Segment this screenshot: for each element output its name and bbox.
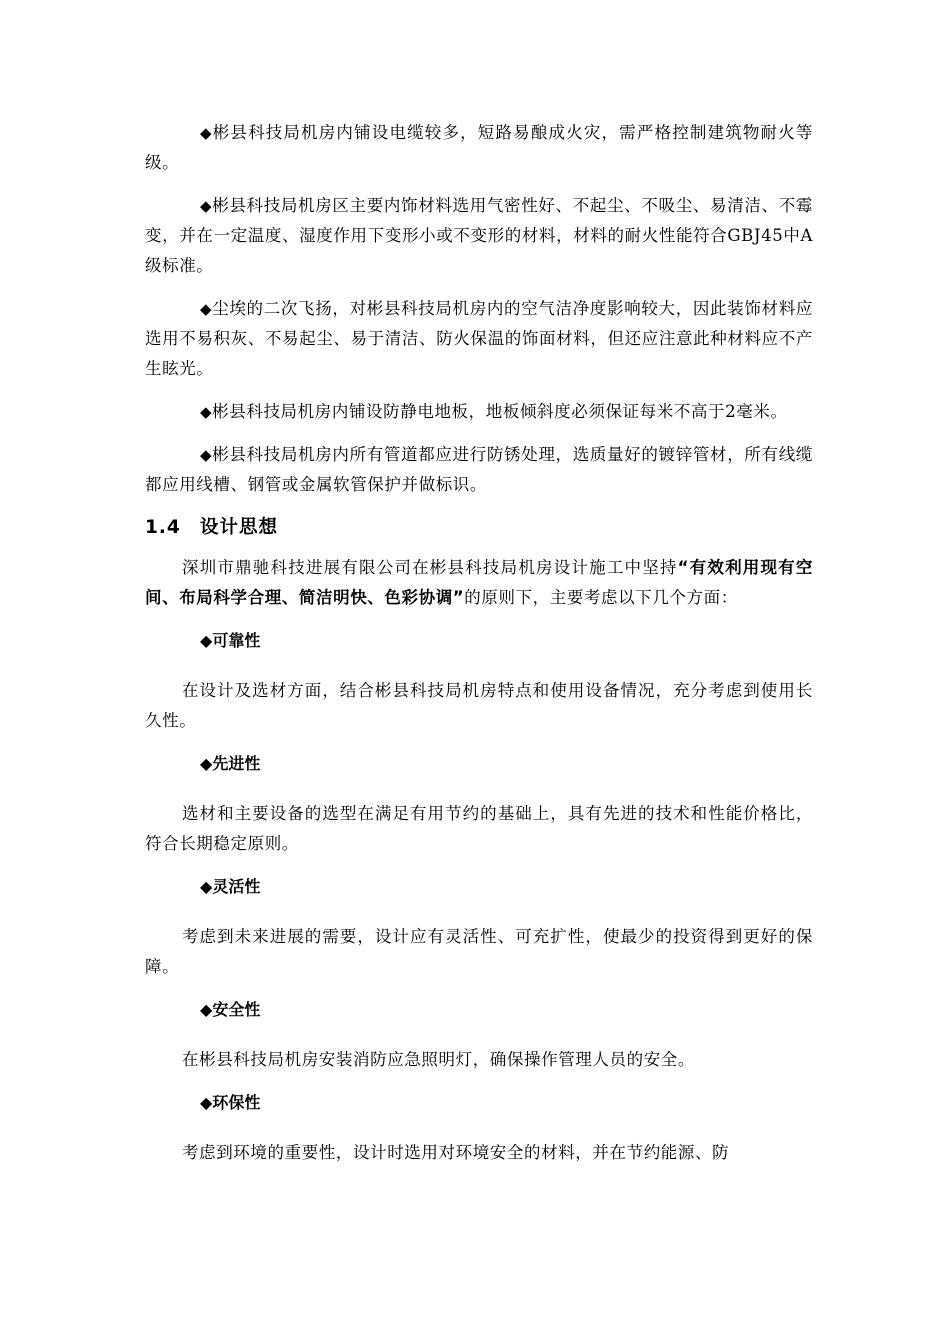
diamond-bullet-icon: ◆	[200, 1000, 213, 1019]
paragraph-reliability: 在设计及选材方面，结合彬县科技局机房特点和使用设备情况，充分考虑到使用长久性。	[145, 681, 813, 730]
bullet-text: 尘埃的二次飞扬，对彬县科技局机房内的空气洁净度影响较大，因此装饰材料应选用不易积灰、不易起尘、易于清洁、防火保温的饰面材料，但还应注意此种材料应不产生眩光。	[145, 299, 813, 378]
bullet-paragraph-3	[145, 294, 813, 384]
bullet-paragraph-2	[145, 191, 813, 281]
bullet-text: 彬县科技局机房内所有管道都应进行防锈处理，选质量好的镀锌管材，所有线缆都应用线槽、钢管或金属软管保护并做标识。	[145, 445, 813, 494]
paragraph-advancement: 选材和主要设备的选型在满足有用节约的基础上，具有先进的技术和性能价格比，符合长期稳定原则。	[145, 804, 813, 853]
section-heading	[145, 513, 813, 543]
diamond-bullet-icon: ◆	[200, 124, 213, 142]
diamond-bullet-icon: ◆	[200, 197, 213, 215]
section-number: 1.4	[145, 517, 181, 538]
subtitle-reliability: ◆可靠性	[200, 631, 261, 650]
paragraph-flexibility: 考虑到未来进展的需要，设计应有灵活性、可充扩性，使最少的投资得到更好的保障。	[145, 927, 813, 976]
section-title: 设计思想	[200, 517, 279, 538]
intro-text-after: 的原则下，主要考虑以下几个方面：	[464, 588, 738, 607]
paragraph-safety: 在彬县科技局机房安装消防应急照明灯，确保操作管理人员的安全。	[182, 1050, 695, 1069]
subtitle-environment: ◆环保性	[200, 1093, 261, 1112]
diamond-bullet-icon: ◆	[200, 754, 213, 773]
bullet-text: 彬县科技局机房内铺设防静电地板，地板倾斜度必须保证每米不高于2毫米。	[212, 402, 788, 421]
bullet-paragraph-5	[145, 440, 813, 500]
diamond-bullet-icon: ◆	[200, 1093, 213, 1112]
intro-principle-bold: “有效利用现有空间、布局科学合理、简洁明快、色彩协调”	[145, 558, 813, 607]
intro-text-before: 深圳市鼎驰科技进展有限公司在彬县科技局机房设计施工中坚持	[182, 558, 678, 577]
subtitle-flexibility: ◆灵活性	[200, 877, 261, 896]
subtitle-safety: ◆安全性	[200, 1000, 261, 1019]
section-intro	[145, 553, 813, 613]
diamond-bullet-icon: ◆	[200, 631, 213, 650]
diamond-bullet-icon: ◆	[200, 877, 213, 896]
bullet-paragraph-1	[145, 118, 813, 178]
document-page	[145, 118, 813, 1181]
diamond-bullet-icon: ◆	[200, 403, 213, 421]
diamond-bullet-icon: ◆	[200, 446, 213, 464]
diamond-bullet-icon: ◆	[200, 300, 213, 318]
bullet-text: 彬县科技局机房区主要内饰材料选用气密性好、不起尘、不吸尘、易清洁、不霉变，并在一定温度、湿度作用下变形小或不变形的材料，材料的耐火性能符合GBJ45中A级标准。	[145, 196, 813, 275]
paragraph-environment: 考虑到环境的重要性，设计时选用对环境安全的材料，并在节约能源、防	[182, 1143, 730, 1162]
subtitle-advancement: ◆先进性	[200, 754, 261, 773]
bullet-text: 彬县科技局机房内铺设电缆较多，短路易酿成火灾，需严格控制建筑物耐火等级。	[145, 123, 813, 172]
bullet-paragraph-4	[145, 397, 813, 427]
